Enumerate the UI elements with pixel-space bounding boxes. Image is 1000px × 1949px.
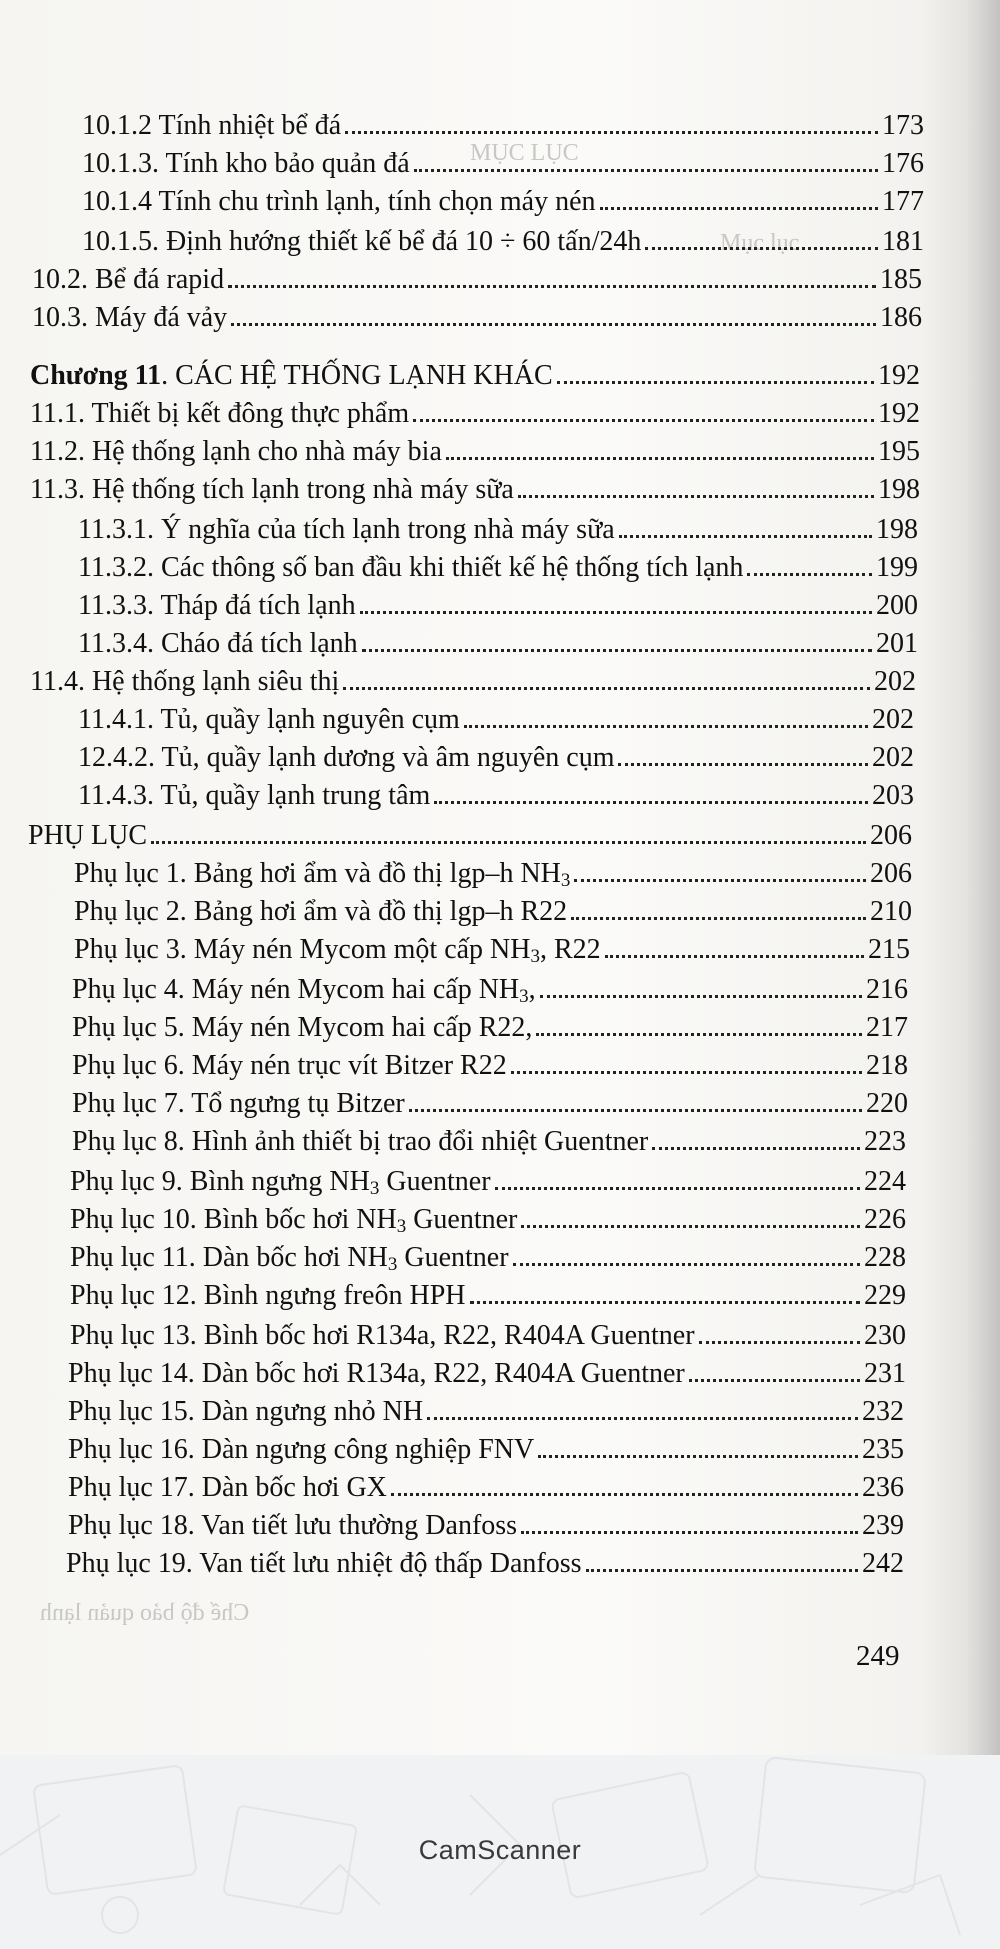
toc-page-number: 231: [864, 1358, 906, 1389]
toc-entry-label: 10.1.5. Định hướng thiết kế bể đá 10 ÷ 60 tấn/24h: [82, 226, 642, 257]
toc-page-number: 192: [878, 360, 920, 391]
toc-entry-label: Phụ lục 6. Máy nén trục vít Bitzer R22: [72, 1050, 507, 1081]
dot-leader: [518, 495, 874, 498]
toc-page-number: 215: [868, 934, 910, 965]
toc-entry-label: 12.4.2. Tủ, quầy lạnh dương và âm nguyên cụm: [78, 742, 615, 773]
toc-entry-label: [30, 362, 553, 390]
label-text: Phụ lục 1. Bảng hơi ẩm và đồ thị lgp–h NH: [74, 858, 561, 889]
toc-entry-label: 11.1. Thiết bị kết đông thực phẩm: [30, 398, 410, 429]
toc-entry-label: Phụ lục 12. Bình ngưng freôn HPH: [70, 1280, 466, 1311]
toc-page-number: 202: [872, 742, 914, 773]
subscript: 3: [560, 870, 571, 891]
toc-appendix-entry[interactable]: [68, 1388, 904, 1426]
toc-page-number: 229: [864, 1280, 906, 1311]
toc-appendix-entry[interactable]: [72, 966, 908, 1007]
toc-appendix-entry[interactable]: [74, 850, 912, 891]
subscript: 3: [387, 1254, 398, 1275]
toc-entry-label: [70, 1242, 509, 1275]
toc-entry[interactable]: [78, 734, 914, 772]
dot-leader: [228, 285, 876, 288]
toc-page-number: 206: [870, 858, 912, 889]
bleed-through-text: Mục lục: [720, 230, 800, 256]
toc-entry[interactable]: [78, 696, 914, 734]
dot-leader: [574, 879, 866, 882]
toc-entry-label: 10.1.4 Tính chu trình lạnh, tính chọn máy nén: [82, 186, 596, 217]
toc-entry[interactable]: [30, 466, 920, 504]
camscanner-watermark: CamScanner: [418, 1835, 582, 1865]
toc-page-number: 217: [866, 1012, 908, 1043]
dot-leader: [464, 725, 868, 728]
label-text: Phụ lục 4. Máy nén Mycom hai cấp NH: [72, 974, 520, 1005]
toc-page-number: 173: [882, 110, 924, 141]
chapter-title: . CÁC HỆ THỐNG LẠNH KHÁC: [161, 360, 553, 391]
toc-page-number: 210: [870, 896, 912, 927]
dot-leader: [652, 1147, 860, 1150]
toc-entry-label: Phụ lục 16. Dàn ngưng công nghiệp FNV: [68, 1434, 535, 1465]
toc-entry-label: Phụ lục 13. Bình bốc hơi R134a, R22, R404A Guentner: [70, 1320, 695, 1351]
toc-page-number: 202: [872, 704, 914, 735]
toc-appendix-entry[interactable]: [66, 1540, 904, 1578]
toc-page-number: 199: [876, 552, 918, 583]
toc-entry[interactable]: [30, 390, 920, 428]
subscript: 3: [530, 946, 540, 967]
toc-entry[interactable]: [78, 582, 918, 620]
dot-leader: [689, 1379, 860, 1382]
page-number: 249: [856, 1640, 900, 1672]
toc-entry-label: PHỤ LỤC: [28, 820, 148, 851]
dot-leader: [536, 1033, 862, 1036]
toc-entry[interactable]: [78, 620, 918, 658]
dot-leader: [557, 381, 874, 384]
dot-leader: [521, 1225, 860, 1228]
toc-page-number: 177: [882, 186, 924, 217]
toc-entry[interactable]: [30, 428, 920, 466]
toc-entry-label: Phụ lục 18. Van tiết lưu thường Danfoss: [68, 1510, 518, 1541]
dot-leader: [409, 1109, 862, 1112]
label-text: Guentner: [406, 1204, 518, 1235]
toc-page-number: 181: [882, 226, 924, 257]
toc-entry[interactable]: [82, 140, 924, 178]
dot-leader: [538, 1455, 858, 1458]
label-text: Phụ lục 3. Máy nén Mycom một cấp NH: [74, 934, 531, 965]
bleed-through-text: MỤC LỤC: [470, 140, 579, 166]
dot-leader: [540, 995, 862, 998]
toc-entry-label: 11.3. Hệ thống tích lạnh trong nhà máy sữa: [30, 474, 514, 505]
toc-entry-label: 11.3.2. Các thông số ban đầu khi thiết kế hệ thống tích lạnh: [78, 552, 744, 583]
subscript: 3: [396, 1216, 407, 1237]
toc-entry-label: Phụ lục 14. Dàn bốc hơi R134a, R22, R404A Guentner: [68, 1358, 685, 1389]
toc-entry-label: [72, 974, 536, 1007]
label-text: Guentner: [397, 1242, 509, 1273]
toc-entry-label: [70, 1166, 491, 1199]
toc-page-number: 195: [878, 436, 920, 467]
toc-section-entry[interactable]: [28, 812, 912, 850]
toc-appendix-entry[interactable]: [70, 1196, 906, 1237]
label-text: , R22: [540, 934, 601, 965]
toc-page-number: 232: [862, 1396, 904, 1427]
toc-entry[interactable]: [78, 506, 918, 544]
dot-leader: [343, 687, 870, 690]
toc-entry-label: 11.3.4. Cháo đá tích lạnh: [78, 628, 358, 659]
dot-leader: [470, 1301, 861, 1304]
toc-entry[interactable]: [78, 772, 914, 810]
toc-appendix-entry[interactable]: [72, 1042, 908, 1080]
toc-entry[interactable]: [32, 256, 922, 294]
dot-leader: [699, 1341, 860, 1344]
toc-page-number: 235: [862, 1434, 904, 1465]
toc-page-number: 203: [872, 780, 914, 811]
dot-leader: [151, 841, 866, 844]
toc-appendix-entry[interactable]: [72, 1004, 908, 1042]
toc-appendix-entry[interactable]: [72, 1080, 908, 1118]
dot-leader: [619, 535, 872, 538]
toc-entry-label: 11.2. Hệ thống lạnh cho nhà máy bia: [30, 436, 442, 467]
toc-entry[interactable]: [78, 544, 918, 582]
toc-entry[interactable]: [82, 102, 924, 140]
dot-leader: [427, 1417, 858, 1420]
dot-leader: [521, 1531, 858, 1534]
toc-appendix-entry[interactable]: [68, 1464, 904, 1502]
label-text: Phụ lục 10. Bình bốc hơi NH: [70, 1204, 397, 1235]
chapter-label: Chương 11: [30, 360, 162, 391]
toc-chapter-entry[interactable]: [30, 352, 920, 390]
toc-entry-label: 11.3.3. Tháp đá tích lạnh: [78, 590, 356, 621]
toc-appendix-entry[interactable]: [70, 1234, 906, 1275]
label-text: ,: [528, 974, 536, 1005]
dot-leader: [414, 169, 878, 172]
dot-leader: [231, 323, 876, 326]
toc-entry[interactable]: [30, 658, 916, 696]
toc-page-number: 198: [878, 474, 920, 505]
toc-page-number: 236: [862, 1472, 904, 1503]
toc-page-number: 220: [866, 1088, 908, 1119]
toc-entry-label: Phụ lục 7. Tổ ngưng tụ Bitzer: [72, 1088, 405, 1119]
toc-entry-label: Phụ lục 17. Dàn bốc hơi GX: [68, 1472, 387, 1503]
toc-page-number: 216: [866, 974, 908, 1005]
dot-leader: [747, 573, 872, 576]
dot-leader: [345, 131, 878, 134]
subscript: 3: [519, 986, 529, 1007]
toc-entry[interactable]: [32, 294, 922, 332]
toc-page-number: 198: [876, 514, 918, 545]
toc-appendix-entry[interactable]: [68, 1350, 906, 1388]
toc-page-number: 242: [862, 1548, 904, 1579]
toc-entry-label: Phụ lục 19. Van tiết lưu nhiệt độ thấp Danfoss: [66, 1548, 582, 1579]
dot-leader: [600, 207, 878, 210]
toc-entry-label: 10.2. Bể đá rapid: [32, 264, 225, 295]
toc-page-number: 223: [864, 1126, 906, 1157]
toc-page-number: 201: [876, 628, 918, 659]
toc-appendix-entry[interactable]: [70, 1272, 906, 1310]
toc-page-number: 230: [864, 1320, 906, 1351]
dot-leader: [446, 457, 874, 460]
toc-entry-label: 10.1.2 Tính nhiệt bể đá: [82, 110, 342, 141]
toc-appendix-entry[interactable]: [70, 1312, 906, 1350]
toc-entry-label: 11.4.1. Tủ, quầy lạnh nguyên cụm: [78, 704, 460, 735]
dot-leader: [391, 1493, 858, 1496]
toc-entry-label: [74, 934, 601, 967]
toc-entry-label: 11.4.3. Tủ, quầy lạnh trung tâm: [78, 780, 431, 811]
dot-leader: [362, 649, 872, 652]
toc-page-number: 206: [870, 820, 912, 851]
toc-page-number: 186: [880, 302, 922, 333]
subscript: 3: [369, 1178, 380, 1199]
dot-leader: [586, 1569, 859, 1572]
dot-leader: [495, 1187, 860, 1190]
toc-entry-label: 10.3. Máy đá vảy: [32, 302, 228, 333]
toc-appendix-entry[interactable]: [74, 888, 912, 926]
toc-entry-label: Phụ lục 2. Bảng hơi ẩm và đồ thị lgp–h R22: [74, 896, 568, 927]
label-text: Guentner: [379, 1166, 491, 1197]
toc-page-number: 200: [876, 590, 918, 621]
toc-page-number: 185: [880, 264, 922, 295]
toc-appendix-entry[interactable]: [68, 1502, 904, 1540]
toc-entry-label: [74, 858, 571, 891]
toc-entry-label: Phụ lục 5. Máy nén Mycom hai cấp R22,: [72, 1012, 533, 1043]
toc-page-number: 192: [878, 398, 920, 429]
toc-page-number: 228: [864, 1242, 906, 1273]
dot-leader: [413, 419, 874, 422]
dot-leader: [645, 247, 878, 250]
toc-page-number: 218: [866, 1050, 908, 1081]
toc-page-number: 176: [882, 148, 924, 179]
toc-page-number: 224: [864, 1166, 906, 1197]
label-text: Phụ lục 11. Dàn bốc hơi NH: [70, 1242, 388, 1273]
dot-leader: [360, 611, 872, 614]
label-text: Phụ lục 9. Bình ngưng NH: [70, 1166, 370, 1197]
dot-leader: [511, 1071, 862, 1074]
toc-entry-label: 10.1.3. Tính kho bảo quản đá: [82, 148, 410, 179]
toc-entry[interactable]: [82, 178, 924, 216]
toc-appendix-entry[interactable]: [70, 1158, 906, 1199]
dot-leader: [618, 763, 868, 766]
dot-leader: [434, 801, 868, 804]
dot-leader: [571, 917, 866, 920]
dot-leader: [605, 955, 864, 958]
toc-appendix-entry[interactable]: [68, 1426, 904, 1464]
toc-entry-label: 11.4. Hệ thống lạnh siêu thị: [30, 666, 340, 697]
toc-entry[interactable]: [82, 218, 924, 256]
toc-page-number: 226: [864, 1204, 906, 1235]
toc-entry-label: Phụ lục 8. Hình ảnh thiết bị trao đổi nhiệt Guentner: [72, 1126, 649, 1157]
dot-leader: [513, 1263, 860, 1266]
toc-page-number: 239: [862, 1510, 904, 1541]
toc-entry-label: [70, 1204, 518, 1237]
bleed-through-text: Chế độ bảo quản lạnh: [40, 1600, 250, 1626]
toc-page-number: 202: [874, 666, 916, 697]
toc-appendix-entry[interactable]: [72, 1118, 906, 1156]
toc-entry-label: Phụ lục 15. Dàn ngưng nhỏ NH: [68, 1396, 424, 1427]
toc-appendix-entry[interactable]: [74, 926, 910, 967]
toc-entry-label: 11.3.1. Ý nghĩa của tích lạnh trong nhà máy sữa: [78, 514, 615, 545]
